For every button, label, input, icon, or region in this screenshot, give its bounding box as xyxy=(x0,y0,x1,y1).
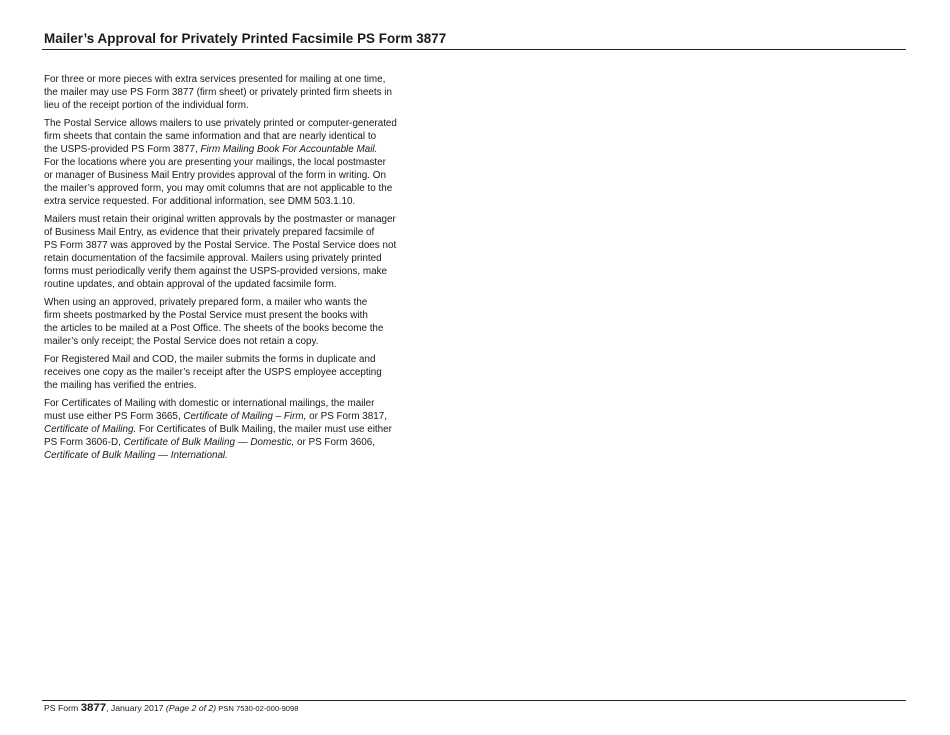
footer-psn: PSN 7530-02-000-9098 xyxy=(216,704,299,713)
text-line xyxy=(44,449,440,462)
footer xyxy=(44,702,298,715)
text-line xyxy=(44,366,440,379)
text-line xyxy=(44,239,440,252)
footer-page-indicator: (Page 2 of 2) xyxy=(165,703,217,713)
paragraph-6 xyxy=(44,397,440,462)
text-segment: Mailers must retain their original written approvals by the postmaster or manager xyxy=(44,214,396,225)
text-segment: For three or more pieces with extra services presented for mailing at one time, xyxy=(44,74,386,85)
italic-title-text: Certificate of Bulk Mailing — Domestic, xyxy=(123,437,295,448)
text-segment: the USPS-provided PS Form 3877, xyxy=(44,144,201,155)
paragraph-5 xyxy=(44,353,440,392)
italic-title-text: Certificate of Mailing. xyxy=(44,424,137,435)
text-segment: For the locations where you are presenting your mailings, the local postmaster xyxy=(44,157,386,168)
text-segment: receives one copy as the mailer’s receipt after the USPS employee accepting xyxy=(44,367,382,378)
paragraph-1 xyxy=(44,73,440,112)
text-segment: or PS Form 3817, xyxy=(306,411,388,422)
text-segment: For Certificates of Bulk Mailing, the mailer must use either xyxy=(136,424,392,435)
text-line xyxy=(44,213,440,226)
text-line xyxy=(44,322,440,335)
text-line xyxy=(44,410,440,423)
text-segment: or PS Form 3606, xyxy=(294,437,375,448)
text-segment: PS Form 3877 was approved by the Postal Service. The Postal Service does not xyxy=(44,240,397,251)
text-line xyxy=(44,130,440,143)
text-segment: the mailing has verified the entries. xyxy=(44,380,197,391)
text-line xyxy=(44,252,440,265)
text-segment: extra service requested. For additional information, see DMM 503.1.10. xyxy=(44,196,356,207)
text-line xyxy=(44,143,440,156)
text-line xyxy=(44,379,440,392)
italic-title-text: Certificate of Bulk Mailing — International. xyxy=(44,450,228,461)
text-segment: firm sheets that contain the same information and that are nearly identical to xyxy=(44,131,377,142)
text-line xyxy=(44,265,440,278)
text-line xyxy=(44,353,440,366)
text-line xyxy=(44,156,440,169)
text-segment: For Certificates of Mailing with domestic or international mailings, the mailer xyxy=(44,398,375,409)
text-segment: of Business Mail Entry, as evidence that their privately prepared facsimile of xyxy=(44,227,375,238)
footer-date: , January 2017 xyxy=(106,703,166,713)
text-line xyxy=(44,397,440,410)
text-segment: or manager of Business Mail Entry provides approval of the form in writing. On xyxy=(44,170,386,181)
footer-form-number: 3877 xyxy=(80,702,107,714)
text-segment: When using an approved, privately prepared form, a mailer who wants the xyxy=(44,297,368,308)
text-segment: lieu of the receipt portion of the individual form. xyxy=(44,100,249,111)
italic-title-text: Firm Mailing Book For Accountable Mail. xyxy=(200,144,378,155)
footer-divider xyxy=(42,700,906,701)
title-divider xyxy=(42,49,906,50)
text-segment: retain documentation of the facsimile approval. Mailers using privately printed xyxy=(44,253,382,264)
text-segment: the mailer’s approved form, you may omit columns that are not applicable to the xyxy=(44,183,393,194)
text-segment: must use either PS Form 3665, xyxy=(44,411,184,422)
text-line xyxy=(44,86,440,99)
text-segment: For Registered Mail and COD, the mailer submits the forms in duplicate and xyxy=(44,354,376,365)
text-line xyxy=(44,169,440,182)
text-segment: routine updates, and obtain approval of the updated facsimile form. xyxy=(44,279,337,290)
italic-title-text: Certificate of Mailing – Firm, xyxy=(183,411,307,422)
text-line xyxy=(44,182,440,195)
paragraph-4 xyxy=(44,296,440,348)
text-line xyxy=(44,436,440,449)
text-line xyxy=(44,278,440,291)
text-line xyxy=(44,309,440,322)
text-segment: mailer’s only receipt; the Postal Service does not retain a copy. xyxy=(44,336,319,347)
footer-prefix: PS Form xyxy=(44,703,81,713)
text-line xyxy=(44,195,440,208)
text-segment: The Postal Service allows mailers to use privately printed or computer-generated xyxy=(44,118,397,129)
instructions-body xyxy=(44,73,440,467)
paragraph-2 xyxy=(44,117,440,208)
page-title: Mailer’s Approval for Privately Printed Facsimile PS Form 3877 xyxy=(44,31,447,46)
text-line xyxy=(44,423,440,436)
text-line xyxy=(44,226,440,239)
text-line xyxy=(44,296,440,309)
text-segment: the articles to be mailed at a Post Office. The sheets of the books become the xyxy=(44,323,384,334)
text-line xyxy=(44,99,440,112)
text-segment: firm sheets postmarked by the Postal Service must present the books with xyxy=(44,310,368,321)
text-segment: PS Form 3606-D, xyxy=(44,437,124,448)
text-segment: the mailer may use PS Form 3877 (firm sheet) or privately printed firm sheets in xyxy=(44,87,392,98)
paragraph-3 xyxy=(44,213,440,291)
text-segment: forms must periodically verify them against the USPS-provided versions, make xyxy=(44,266,388,277)
text-line xyxy=(44,73,440,86)
text-line xyxy=(44,335,440,348)
text-line xyxy=(44,117,440,130)
